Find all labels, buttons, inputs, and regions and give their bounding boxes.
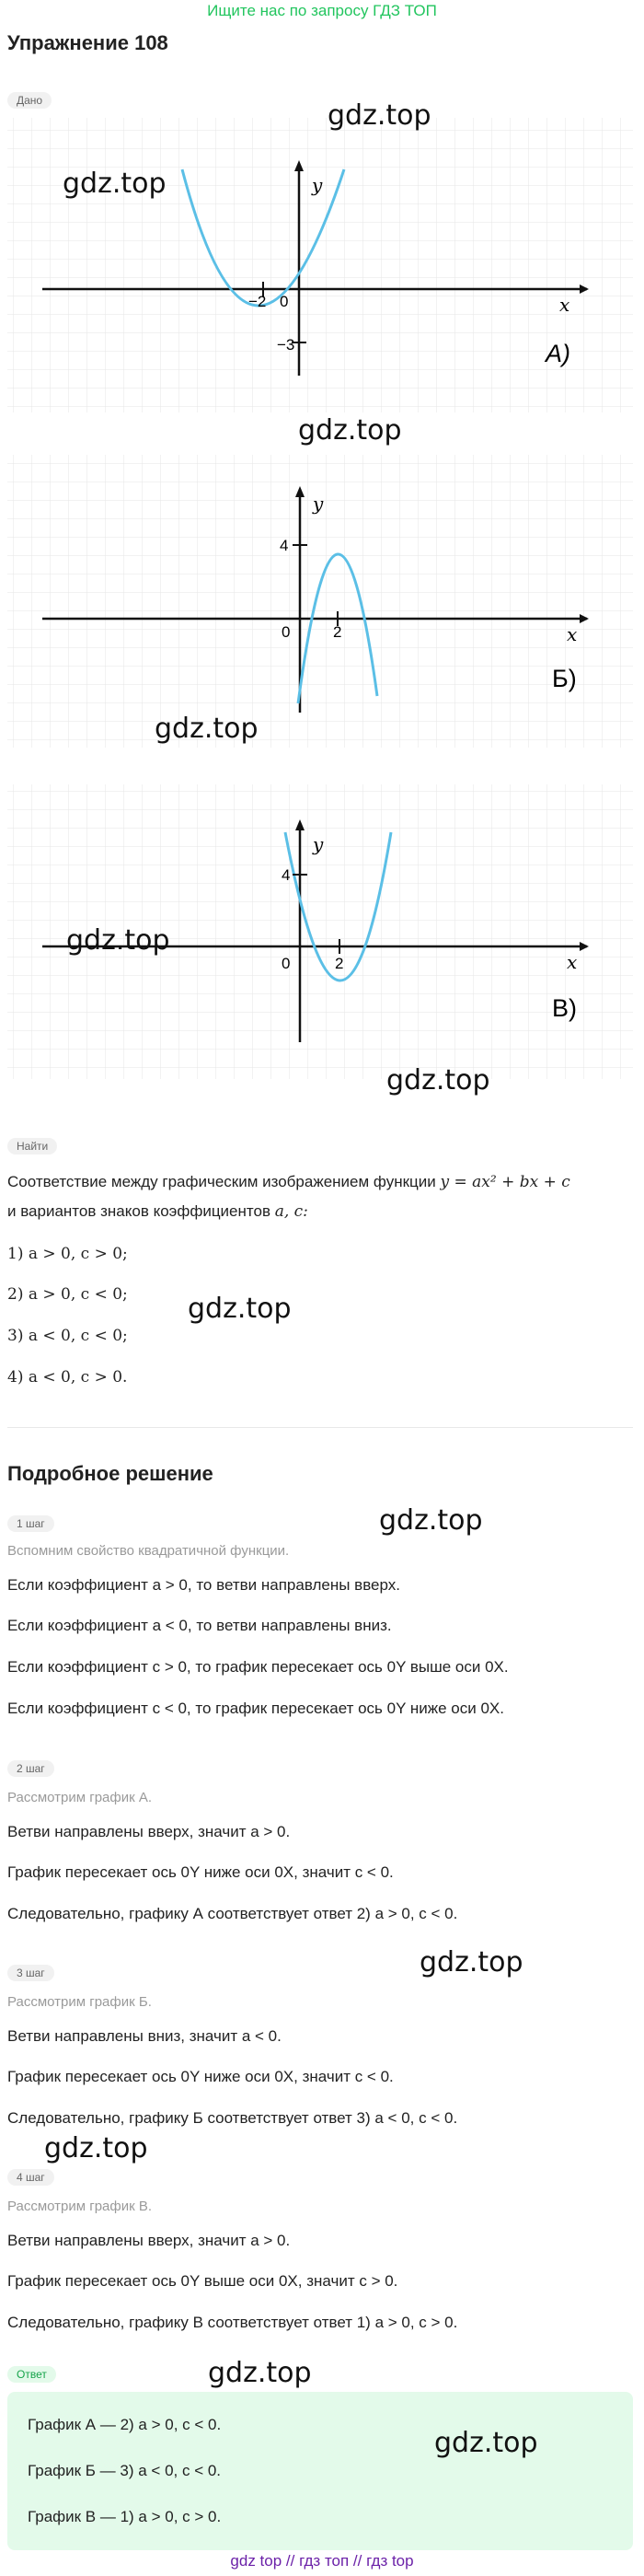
find-coefs: a, c:	[274, 1202, 308, 1221]
y-label: y	[312, 174, 323, 196]
x-label: x	[559, 294, 570, 316]
find-text-2	[7, 1202, 308, 1221]
step-2-chip: 2 шаг	[7, 1760, 54, 1777]
step-1-hint: Вспомним свойство квадратичной функции.	[7, 1543, 290, 1559]
find-text-1	[7, 1173, 570, 1191]
find-text-1-part: Соответствие между графическим изображением функции	[7, 1173, 436, 1190]
tick-x-label: 2	[335, 955, 344, 972]
step-3-line-2: График пересекает ось 0Y ниже оси 0X, значит c < 0.	[7, 2068, 394, 2085]
answer-line-2: График Б — 3) a < 0, c < 0.	[28, 2462, 222, 2479]
solution-title: Подробное решение	[7, 1462, 213, 1485]
watermark: gdz.top	[328, 99, 431, 132]
origin-label: 0	[282, 623, 291, 641]
step-3-chip: 3 шаг	[7, 1965, 54, 1981]
step-2-line-1: Ветви направлены вверх, значит a > 0.	[7, 1823, 291, 1840]
step-1-chip: 1 шаг	[7, 1515, 54, 1532]
step-4-hint: Рассмотрим график В.	[7, 2199, 153, 2214]
watermark: gdz.top	[420, 1946, 523, 1978]
step-2-line-2: График пересекает ось 0Y ниже оси 0X, значит c < 0.	[7, 1863, 394, 1881]
tick-x-label: −2	[248, 293, 267, 310]
graph-a-svg	[7, 118, 633, 412]
option-2: 2) a > 0, c < 0;	[7, 1285, 128, 1304]
footer-links[interactable]: gdz top // гдз топ // гдз top	[230, 2552, 414, 2570]
step-1-line-1: Если коэффициент a > 0, то ветви направлены вверх.	[7, 1576, 400, 1594]
answer-line-3: График В — 1) a > 0, c > 0.	[28, 2508, 222, 2525]
step-1-line-3: Если коэффициент c > 0, то график пересекает ось 0Y выше оси 0X.	[7, 1658, 509, 1676]
step-1-line-2: Если коэффициент a < 0, то ветви направлены вниз.	[7, 1617, 392, 1634]
watermark: gdz.top	[188, 1293, 292, 1325]
step-4-line-1: Ветви направлены вверх, значит a > 0.	[7, 2232, 291, 2249]
graph-b	[7, 455, 633, 748]
given-chip: Дано	[7, 92, 52, 109]
answer-chip: Ответ	[7, 2366, 56, 2383]
graph-caption: А)	[546, 340, 570, 367]
graph-b-svg	[7, 455, 633, 748]
step-4-line-2: График пересекает ось 0Y выше оси 0X, значит c > 0.	[7, 2272, 398, 2290]
graph-caption: В)	[552, 994, 577, 1022]
origin-label: 0	[280, 293, 289, 310]
find-formula: y = ax² + bx + c	[440, 1173, 570, 1191]
x-label: x	[567, 951, 578, 973]
watermark: gdz.top	[66, 924, 170, 957]
find-text-2-part: и вариантов знаков коэффициентов	[7, 1202, 270, 1220]
tick-y-label: 4	[280, 537, 289, 554]
watermark: gdz.top	[63, 168, 167, 200]
divider	[7, 1427, 633, 1428]
tick-y-label: 4	[282, 866, 291, 884]
step-1-line-4: Если коэффициент c < 0, то график пересекает ось 0Y ниже оси 0X.	[7, 1700, 504, 1717]
watermark: gdz.top	[434, 2427, 538, 2459]
option-3: 3) a < 0, c < 0;	[7, 1327, 128, 1345]
answer-line-1: График А — 2) a > 0, c < 0.	[28, 2416, 222, 2433]
step-4-chip: 4 шаг	[7, 2169, 54, 2186]
step-3-line-3: Следовательно, графику Б соответствует ответ 3) a < 0, c < 0.	[7, 2109, 458, 2127]
option-1: 1) a > 0, c > 0;	[7, 1245, 128, 1263]
watermark: gdz.top	[379, 1504, 483, 1537]
graph-a	[7, 118, 633, 412]
step-2-hint: Рассмотрим график А.	[7, 1790, 153, 1805]
graph-caption: Б)	[552, 665, 577, 692]
x-label: x	[567, 623, 578, 645]
watermark: gdz.top	[208, 2357, 312, 2389]
watermark: gdz.top	[386, 1064, 490, 1097]
tick-y-label: −3	[277, 336, 295, 354]
watermark: gdz.top	[298, 414, 402, 447]
tick-x-label: 2	[333, 623, 342, 641]
find-chip: Найти	[7, 1138, 57, 1155]
page-title: Упражнение 108	[7, 31, 168, 54]
step-2-line-3: Следовательно, графику А соответствует ответ 2) a > 0, c < 0.	[7, 1905, 458, 1922]
step-3-hint: Рассмотрим график Б.	[7, 1994, 152, 2010]
top-search-link[interactable]: Ищите нас по запросу ГДЗ ТОП	[207, 2, 437, 19]
watermark: gdz.top	[44, 2132, 148, 2164]
y-label: y	[313, 833, 324, 855]
step-4-line-3: Следовательно, графику В соответствует ответ 1) a > 0, c > 0.	[7, 2314, 458, 2331]
option-4: 4) a < 0, c > 0.	[7, 1368, 128, 1387]
step-3-line-1: Ветви направлены вниз, значит a < 0.	[7, 2027, 282, 2045]
watermark: gdz.top	[155, 713, 259, 745]
y-label: y	[313, 493, 324, 515]
grid	[7, 118, 633, 412]
origin-label: 0	[282, 955, 291, 972]
